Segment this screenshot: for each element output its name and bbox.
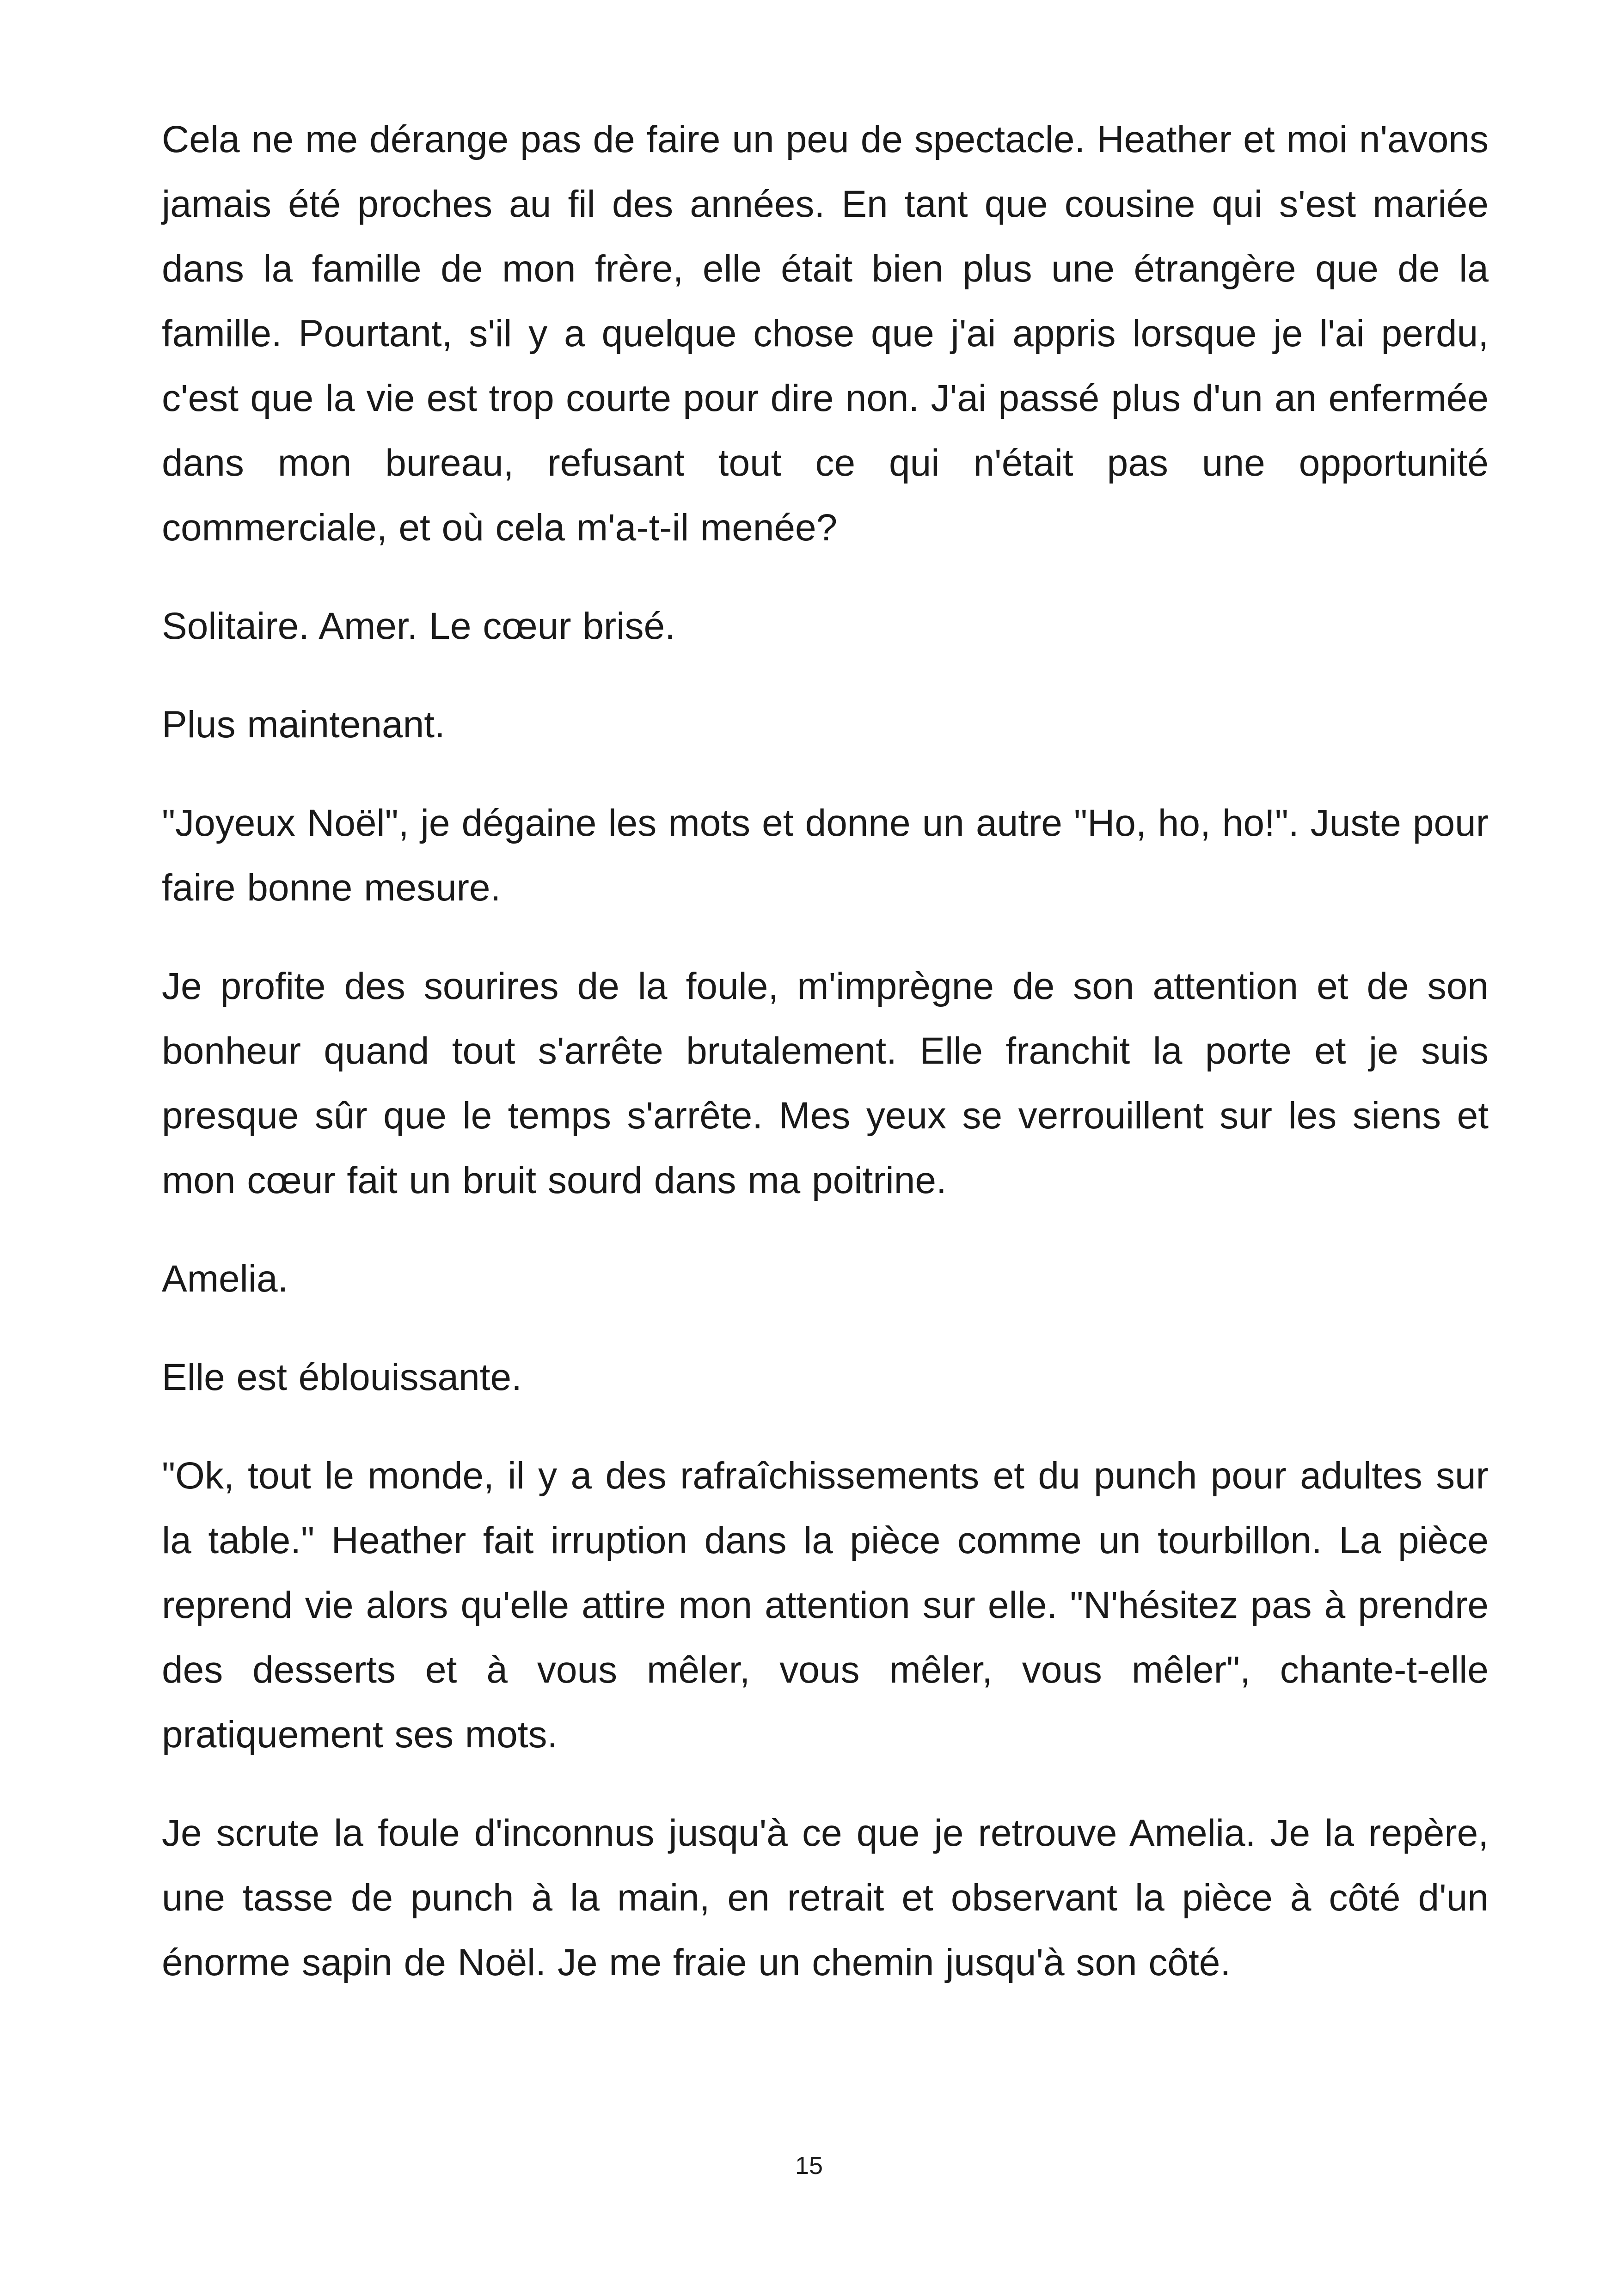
body-text [162, 107, 1489, 1995]
paragraph-3: Plus maintenant. [162, 704, 445, 746]
paragraph-8: "Ok, tout le monde, il y a des rafraîchissements et du punch pour adultes sur la table." Heather fait irruption dans la pièce comme un tourbillon. La pièce reprend vie alors qu'elle attire mon attention sur elle. "N'hésitez pas à prendre des desserts et à vous mêler, vous mêler, vous mêler", chante-t-elle pratiquement ses mots. [162, 1455, 1489, 1756]
paragraph-6: Amelia. [162, 1258, 288, 1300]
paragraph-9: Je scrute la foule d'inconnus jusqu'à ce que je retrouve Amelia. Je la repère, une tasse de punch à la main, en retrait et observant la pièce à côté d'un énorme sapin de Noël. Je me fraie un chemin jusqu'à son côté. [162, 1812, 1489, 1984]
paragraph-4: "Joyeux Noël", je dégaine les mots et donne un autre "Ho, ho, ho!". Juste pour faire bonne mesure. [162, 802, 1489, 909]
paragraph-1: Cela ne me dérange pas de faire un peu de spectacle. Heather et moi n'avons jamais été proches au fil des années. En tant que cousine qui s'est mariée dans la famille de mon frère, elle était bien plus une étrangère que de la famille. Pourtant, s'il y a quelque chose que j'ai appris lorsque je l'ai perdu, c'est que la vie est trop courte pour dire non. J'ai passé plus d'un an enfermée dans mon bureau, refusant tout ce qui n'était pas une opportunité commerciale, et où cela m'a-t-il menée? [162, 118, 1489, 549]
paragraph-7: Elle est éblouissante. [162, 1356, 522, 1398]
paragraph-2: Solitaire. Amer. Le cœur brisé. [162, 605, 675, 647]
page-number: 15 [795, 2152, 823, 2180]
paragraph-5: Je profite des sourires de la foule, m'imprègne de son attention et de son bonheur quand tout s'arrête brutalement. Elle franchit la porte et je suis presque sûr que le temps s'arrête. Mes yeux se verrouillent sur les siens et mon cœur fait un bruit sourd dans ma poitrine. [162, 965, 1489, 1201]
